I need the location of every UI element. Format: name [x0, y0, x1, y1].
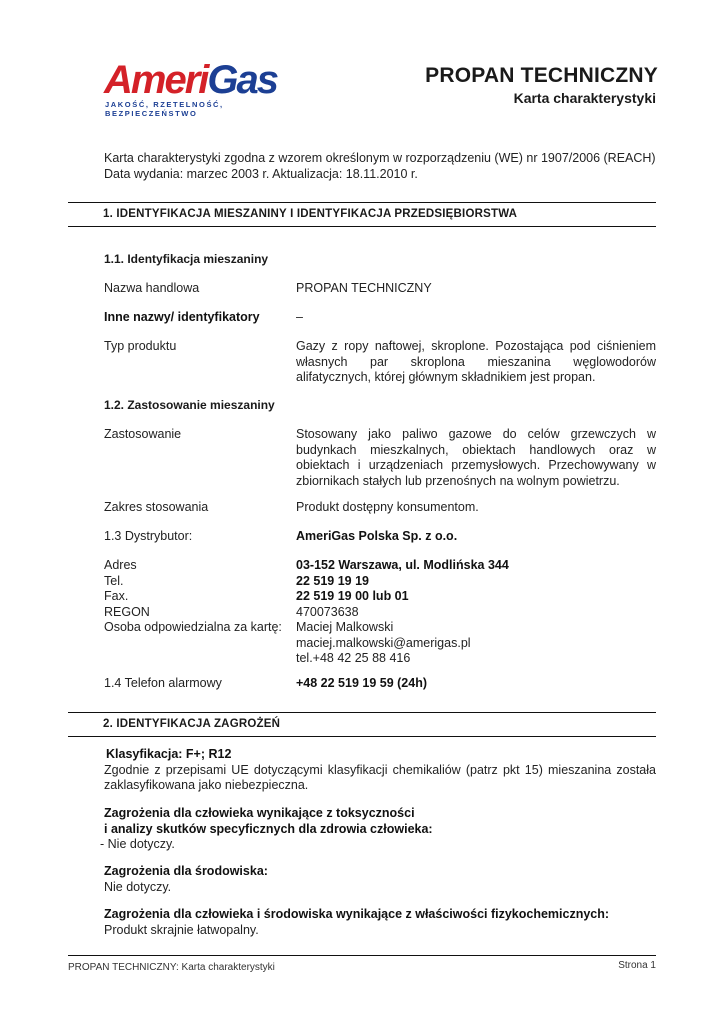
logo-wordmark	[104, 60, 304, 100]
contact-person-name: Maciej Malkowski	[296, 620, 394, 634]
amerigas-logo	[104, 60, 304, 118]
document-title: PROPAN TECHNICZNY	[425, 64, 658, 87]
product-type-value: Gazy z ropy naftowej, skroplone. Pozostająca pod ciśnieniem własnych par skroplona mieszanina węglowodorów alifatycznych, której głównym składnikiem jest propan.	[296, 339, 656, 384]
usage-label: Zastosowanie	[104, 427, 182, 441]
logo-tagline: JAKOŚĆ, RZETELNOŚĆ, BEZPIECZEŃSTWO	[105, 100, 224, 118]
physchem-hazards-text: Produkt skrajnie łatwopalny.	[104, 922, 259, 937]
human-hazards-title-line2: i analizy skutków specyficznych dla zdrowia człowieka:	[104, 821, 433, 836]
contact-person-tel: tel.+48 42 25 88 416	[296, 651, 411, 665]
contact-person-email: maciej.malkowski@amerigas.pl	[296, 635, 471, 650]
footer-divider	[68, 955, 656, 956]
usage-value: Stosowany jako paliwo gazowe do celów grzewczych w budynkach mieszkalnych, obiektach handlowych oraz w obiektach i urządzeniach przemysłowych. Przechowywany w zbiornikach stałych lub przenośnych na wolnym powietrzu.	[296, 427, 656, 488]
fax-label: Fax.	[104, 589, 129, 603]
address-value: 03-152 Warszawa, ul. Modlińska 344	[296, 558, 509, 572]
regon-value: 470073638	[296, 604, 359, 619]
trade-name-label: Nazwa handlowa	[104, 281, 200, 295]
scope-value: Produkt dostępny konsumentom.	[296, 500, 479, 514]
document-subtitle: Karta charakterystyki	[513, 90, 656, 106]
footer-page-number: Strona 1	[618, 960, 656, 971]
contact-values	[296, 558, 656, 667]
human-hazards-title-line1: Zagrożenia dla człowieka wynikające z toksyczności	[104, 806, 415, 820]
distributor-label: 1.3 Dystrybutor:	[104, 529, 193, 543]
tel-label: Tel.	[104, 573, 124, 588]
footer-document-name: PROPAN TECHNICZNY: Karta charakterystyki	[68, 962, 275, 973]
distributor-value: AmeriGas Polska Sp. z o.o.	[296, 529, 458, 543]
emergency-label: 1.4 Telefon alarmowy	[104, 676, 222, 690]
contact-person-label: Osoba odpowiedzialna za kartę:	[104, 620, 282, 634]
human-hazards-text: - Nie dotyczy.	[100, 837, 175, 851]
env-hazards-block	[104, 864, 656, 895]
classification-block	[104, 747, 656, 794]
section-2-heading	[68, 712, 656, 737]
other-names-label: Inne nazwy/ identyfikatory	[104, 310, 260, 324]
classification-text: Zgodnie z przepisami UE dotyczącymi klasyfikacji chemikaliów (patrz pkt 15) mieszanina została zaklasyfikowana jako niebezpieczna.	[104, 762, 656, 792]
human-hazards-block	[100, 806, 656, 853]
subsection-1-1-title: 1.1. Identyfikacja mieszaniny	[104, 252, 269, 266]
section-1-title: 1. IDENTYFIKACJA MIESZANINY I IDENTYFIKACJA PRZEDSIĘBIORSTWA	[103, 208, 518, 220]
address-label: Adres	[104, 558, 137, 572]
tel-value: 22 519 19 19	[296, 573, 369, 588]
other-names-value: –	[296, 310, 303, 324]
section-1-heading	[68, 202, 656, 227]
scope-label: Zakres stosowania	[104, 500, 209, 514]
classification-title: Klasyfikacja: F+; R12	[106, 747, 232, 761]
env-hazards-text: Nie dotyczy.	[104, 879, 172, 894]
env-hazards-title: Zagrożenia dla środowiska:	[104, 864, 268, 878]
contact-labels	[104, 558, 282, 636]
trade-name-value: PROPAN TECHNICZNY	[296, 281, 432, 295]
emergency-value: +48 22 519 19 59 (24h)	[296, 676, 427, 690]
regon-label: REGON	[104, 604, 150, 619]
section-2-title: 2. IDENTYFIKACJA ZAGROŻEŃ	[103, 718, 281, 730]
fax-value: 22 519 19 00 lub 01	[296, 589, 409, 603]
logo-part-gas: Gas	[207, 58, 277, 102]
physchem-hazards-block	[104, 907, 656, 938]
logo-part-ameri: Ameri	[104, 58, 208, 102]
product-type-label: Typ produktu	[104, 339, 177, 353]
intro-text	[104, 150, 656, 182]
subsection-1-2-title: 1.2. Zastosowanie mieszaniny	[104, 398, 275, 412]
intro-line-dates: Data wydania: marzec 2003 r. Aktualizacja: 18.11.2010 r.	[104, 167, 418, 181]
intro-line-regulation: Karta charakterystyki zgodna z wzorem określonym w rozporządzeniu (WE) nr 1907/2006 (REACH)	[104, 151, 656, 165]
physchem-hazards-title: Zagrożenia dla człowieka i środowiska wynikające z właściwości fizykochemicznych:	[104, 907, 610, 921]
